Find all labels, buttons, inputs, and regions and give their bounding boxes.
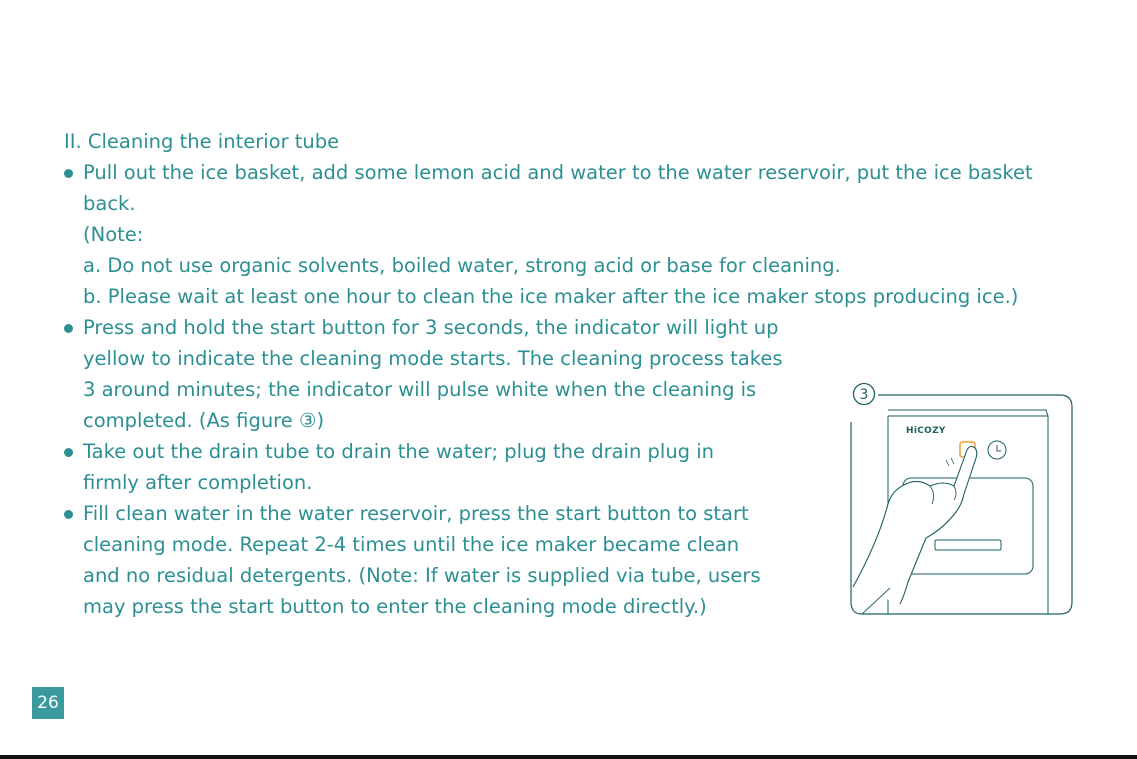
- bottom-rule: [0, 755, 1137, 759]
- step-1-line: back.: [83, 192, 136, 215]
- step-3-line: firmly after completion.: [83, 471, 313, 494]
- ice-maker-illustration: [848, 382, 1076, 618]
- figure-3-illustration: [848, 382, 1076, 618]
- figure-number-label: 3: [859, 387, 869, 403]
- page-number-badge: 26: [32, 687, 64, 719]
- bullet-dot-icon: [64, 448, 73, 457]
- step-4-line: and no residual detergents. (Note: If water is supplied via tube, users: [83, 564, 761, 587]
- bullet-dot-icon: [64, 510, 73, 519]
- step-1-note-line: (Note:: [83, 223, 144, 246]
- section-heading: II. Cleaning the interior tube: [64, 130, 340, 153]
- bullet-dot-icon: [64, 169, 73, 178]
- step-4-line: Fill clean water in the water reservoir, press the start button to start: [83, 502, 749, 525]
- step-4-line: cleaning mode. Repeat 2-4 times until the ice maker became clean: [83, 533, 740, 556]
- step-3-line: Take out the drain tube to drain the water; plug the drain plug in: [83, 440, 715, 463]
- bullet-step-1: [64, 157, 1064, 312]
- ice-maker-top-edge: [888, 410, 1048, 416]
- step-1-note-line: a. Do not use organic solvents, boiled water, strong acid or base for cleaning.: [83, 254, 841, 277]
- bullet-dot-icon: [64, 324, 73, 333]
- step-2-line: 3 around minutes; the indicator will pulse white when the cleaning is: [83, 378, 757, 401]
- step-2-line: completed. (As figure ③): [83, 409, 325, 432]
- brand-logo: HiCOZY: [906, 426, 946, 436]
- step-2-line: yellow to indicate the cleaning mode starts. The cleaning process takes: [83, 347, 783, 370]
- step-4-line: may press the start button to enter the cleaning mode directly.): [83, 595, 707, 618]
- step-1-line: Pull out the ice basket, add some lemon acid and water to the water reservoir, put the ice basket: [83, 161, 1033, 184]
- step-1-note-line: b. Please wait at least one hour to clean the ice maker after the ice maker stops producing ice.): [83, 285, 1019, 308]
- step-2-line: Press and hold the start button for 3 seconds, the indicator will light up: [83, 316, 779, 339]
